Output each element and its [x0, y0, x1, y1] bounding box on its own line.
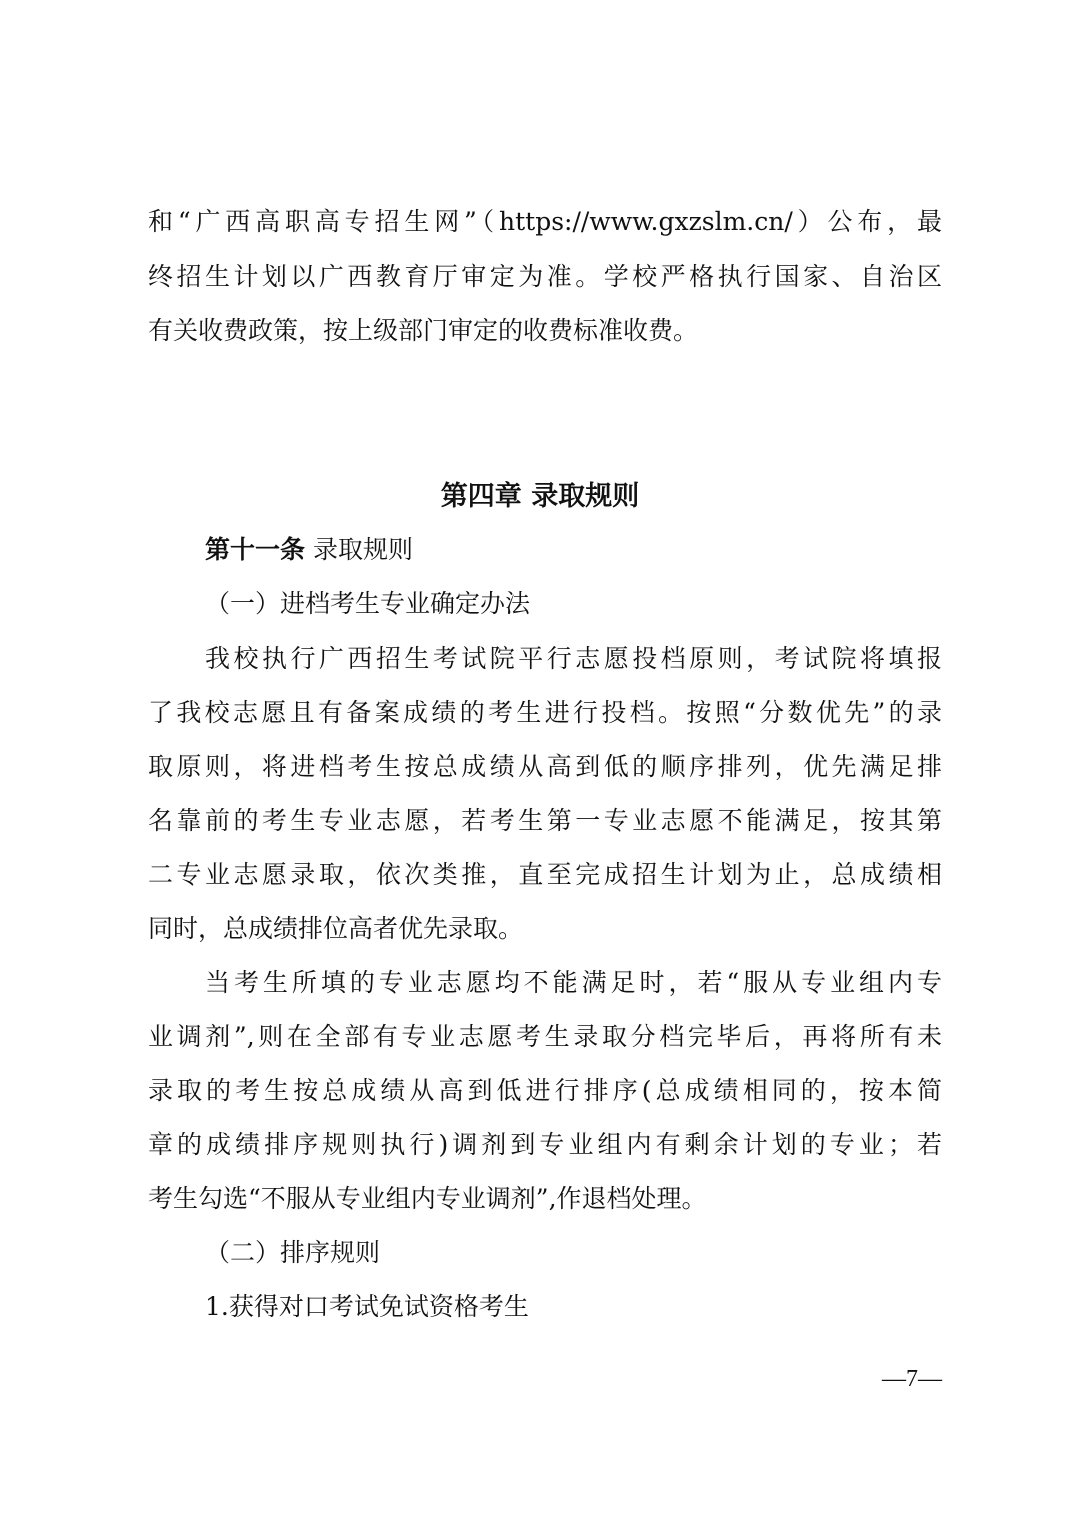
page-number: —7— [882, 1366, 942, 1392]
text-line: 有关收费政策，按上级部门审定的收费标准收费。 [148, 316, 699, 345]
article-label: 第十一条 [205, 535, 306, 564]
text-line: 同时，总成绩排位高者优先录取。 [148, 914, 524, 943]
article-title: 录取规则 [312, 535, 413, 564]
text-line: 二专业志愿录取，依次类推，直至完成招生计划为止，总成绩相 [148, 860, 942, 889]
text-line: 考生勾选“不服从专业组内专业调剂”,作退档处理。 [148, 1184, 707, 1213]
article-heading [205, 535, 942, 565]
text-line: 章的成绩排序规则执行)调剂到专业组内有剩余计划的专业；若 [148, 1130, 942, 1159]
text-line: 业调剂”,则在全部有专业志愿考生录取分档完毕后，再将所有未 [148, 1022, 942, 1051]
text-line: 和“广西高职高专招生网”（https://www.gxzslm.cn/）公布，最 [148, 207, 942, 236]
text-line: 终招生计划以广西教育厅审定为准。学校严格执行国家、自治区 [148, 262, 942, 291]
list-item: 1.获得对口考试免试资格考生 [205, 1292, 529, 1321]
chapter-title: 第四章 录取规则 [440, 481, 640, 512]
section-title: （一）进档考生专业确定办法 [205, 589, 531, 618]
text-line: 名靠前的考生专业志愿，若考生第一专业志愿不能满足，按其第 [148, 806, 942, 835]
text-line: 了我校志愿且有备案成绩的考生进行投档。按照“分数优先”的录 [148, 698, 942, 727]
text-line: 录取的考生按总成绩从高到低进行排序(总成绩相同的，按本简 [148, 1076, 942, 1105]
text-line: 取原则，将进档考生按总成绩从高到低的顺序排列，优先满足排 [148, 752, 942, 781]
text-line: 当考生所填的专业志愿均不能满足时，若“服从专业组内专 [205, 968, 942, 997]
text-line: 我校执行广西招生考试院平行志愿投档原则，考试院将填报 [205, 644, 942, 673]
section-title: （二）排序规则 [205, 1238, 381, 1267]
